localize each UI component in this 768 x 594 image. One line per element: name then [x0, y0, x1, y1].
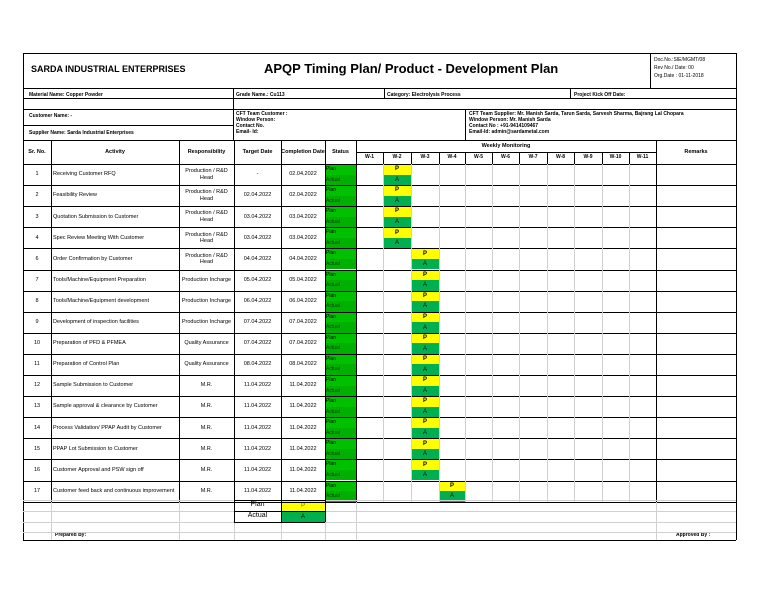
row-srno: 16 — [33, 466, 41, 473]
header-activity: Activity — [105, 148, 125, 155]
row-target-date: 11.04.2022 — [243, 403, 272, 410]
rev-number: Rev No./ Date: 00 — [654, 65, 694, 71]
grid-line — [411, 164, 412, 502]
material-name: Material Name: Copper Powder — [29, 92, 103, 98]
row-srno: 12 — [33, 382, 41, 389]
grid-line — [325, 500, 326, 522]
row-responsibility: M.R. — [200, 403, 213, 410]
grid-line — [23, 522, 736, 523]
row-activity: Order Confirmation by Customer — [53, 255, 133, 262]
grid-line — [492, 152, 493, 164]
row-responsibility: M.R. — [200, 382, 213, 389]
cft-supplier-line-4: Email-Id: admin@sardametal.com — [469, 129, 550, 135]
row-status-actual: Actual — [325, 428, 356, 439]
row-actual-mark: A — [383, 196, 411, 207]
row-plan-mark: P — [411, 270, 439, 281]
row-target-date: 11.04.2022 — [243, 487, 272, 494]
row-actual-mark: A — [383, 175, 411, 186]
grid-line — [23, 511, 736, 512]
row-status-plan: Plan — [325, 291, 356, 302]
grid-line — [547, 152, 548, 164]
header-week-4: W-4 — [447, 154, 457, 161]
row-completion-date: 03.04.2022 — [289, 213, 317, 220]
grid-line — [23, 88, 736, 89]
approved-by: Approved By : — [676, 532, 711, 538]
row-completion-date: 04.04.2022 — [289, 255, 317, 262]
row-status-plan: Plan — [325, 227, 356, 238]
grid-line — [547, 164, 548, 502]
row-activity: Feasibility Review — [53, 192, 98, 199]
row-plan-mark: P — [411, 333, 439, 344]
row-plan-mark: P — [411, 417, 439, 428]
row-target-date: 05.04.2022 — [243, 276, 272, 283]
row-activity: Tools/Machine/Equipment development — [53, 297, 150, 304]
row-activity: Development of inspection facilities — [53, 319, 139, 326]
row-plan-mark: P — [383, 164, 411, 175]
row-status-plan: Plan — [325, 312, 356, 323]
grid-line — [281, 164, 282, 502]
row-responsibility: Production / R&D Head — [185, 189, 228, 202]
row-target-date: 07.04.2022 — [243, 340, 272, 347]
row-srno: 3 — [35, 213, 39, 220]
grid-line — [23, 98, 736, 99]
row-activity: Preparation of Control Plan — [53, 361, 120, 368]
grid-line — [356, 502, 357, 540]
row-status-actual: Actual — [325, 470, 356, 481]
row-activity: Tools/Machine/Equipment Preparation — [53, 276, 146, 283]
grid-line — [51, 164, 52, 502]
row-completion-date: 11.04.2022 — [289, 466, 317, 473]
row-responsibility: Production Incharge — [181, 297, 232, 304]
grid-line — [629, 164, 630, 502]
grid-line — [465, 164, 466, 502]
header-week-10: W-10 — [609, 154, 622, 161]
row-plan-mark: P — [383, 185, 411, 196]
legend-actual-mark: A — [281, 511, 325, 522]
row-responsibility: Production / R&D Head — [185, 168, 228, 181]
grid-line — [439, 164, 440, 502]
row-status-actual: Actual — [325, 491, 356, 502]
category: Category: Electrolysis Process — [387, 92, 461, 98]
cft-supplier-line-1: CFT Team Supplier: Mr. Manish Sarda, Tarun Sarda, Sarvesh Sharma, Bajrang Lal Chopara — [469, 111, 684, 117]
row-target-date: 02.04.2022 — [243, 192, 272, 199]
row-actual-mark: A — [411, 280, 439, 291]
row-srno: 4 — [35, 234, 39, 241]
header-target-date: Target Date — [242, 148, 273, 155]
row-status-plan: Plan — [325, 417, 356, 428]
row-actual-mark: A — [411, 364, 439, 375]
row-completion-date: 08.04.2022 — [289, 361, 317, 368]
header-weekly-monitoring: Weekly Monitoring — [481, 142, 531, 149]
header-remarks: Remarks — [684, 148, 708, 155]
grade-name: Grade Name.: Cu113 — [236, 92, 285, 98]
row-status-plan: Plan — [325, 438, 356, 449]
row-completion-date: 06.04.2022 — [289, 297, 317, 304]
grid-line — [656, 164, 657, 502]
row-actual-mark: A — [411, 470, 439, 481]
grid-line — [736, 53, 737, 540]
grid-line — [23, 109, 736, 110]
grid-line — [519, 152, 520, 164]
row-target-date: 08.04.2022 — [243, 361, 272, 368]
row-plan-mark: P — [411, 396, 439, 407]
row-activity: Sample Submission to Customer — [53, 382, 134, 389]
row-actual-mark: A — [411, 322, 439, 333]
row-plan-mark: P — [411, 248, 439, 259]
grid-line — [234, 164, 235, 502]
row-completion-date: 02.04.2022 — [289, 192, 317, 199]
row-responsibility: M.R. — [200, 487, 213, 494]
row-target-date: 07.04.2022 — [243, 319, 272, 326]
row-plan-mark: P — [411, 459, 439, 470]
row-plan-mark: P — [439, 481, 465, 492]
row-srno: 9 — [35, 319, 39, 326]
cft-customer-line-2: Window Person: — [236, 117, 276, 123]
header-week-3: W-3 — [420, 154, 430, 161]
row-status-actual: Actual — [325, 238, 356, 249]
grid-line — [179, 164, 180, 502]
grid-line — [23, 53, 24, 540]
grid-line — [23, 540, 736, 541]
row-plan-mark: P — [411, 354, 439, 365]
row-srno: 11 — [34, 361, 40, 368]
grid-line — [656, 140, 657, 164]
grid-line — [602, 152, 603, 164]
row-actual-mark: A — [411, 343, 439, 354]
row-completion-date: 07.04.2022 — [289, 340, 317, 347]
row-status-actual: Actual — [325, 175, 356, 186]
row-actual-mark: A — [383, 238, 411, 249]
grid-line — [629, 152, 630, 164]
header-week-1: W-1 — [364, 154, 375, 161]
grid-line — [383, 152, 384, 164]
customer-name: Customer Name: - — [29, 113, 73, 119]
grid-line — [492, 164, 493, 502]
row-plan-mark: P — [411, 438, 439, 449]
cft-customer-line-1: CFT Team Customer : — [236, 111, 288, 117]
row-responsibility: Production Incharge — [181, 319, 232, 326]
grid-line — [384, 88, 385, 98]
row-status-plan: Plan — [325, 206, 356, 217]
grid-line — [656, 502, 657, 540]
row-completion-date: 05.04.2022 — [289, 276, 317, 283]
row-status-plan: Plan — [325, 248, 356, 259]
row-status-actual: Actual — [325, 449, 356, 460]
row-status-actual: Actual — [325, 364, 356, 375]
row-responsibility: Production / R&D Head — [185, 210, 228, 223]
grid-line — [574, 152, 575, 164]
grid-line — [356, 164, 357, 502]
row-activity: Customer Approval and PSW sign off — [53, 466, 144, 473]
page-title: APQP Timing Plan/ Product - Development Plan — [264, 61, 559, 76]
grid-line — [519, 164, 520, 502]
grid-line — [574, 164, 575, 502]
row-status-plan: Plan — [325, 185, 356, 196]
grid-line — [281, 140, 282, 164]
row-target-date: 11.04.2022 — [243, 424, 272, 431]
grid-line — [281, 500, 282, 522]
row-activity: Spec Review Meeting With Customer — [53, 234, 145, 241]
row-responsibility: Quality Assurance — [184, 361, 229, 368]
grid-line — [179, 140, 180, 164]
row-srno: 15 — [33, 445, 41, 452]
row-target-date: 11.04.2022 — [243, 466, 272, 473]
row-actual-mark: A — [411, 449, 439, 460]
grid-line — [234, 522, 325, 523]
grid-line — [465, 109, 466, 140]
legend-actual-label: Actual — [247, 512, 268, 520]
grid-line — [465, 152, 466, 164]
grid-line — [23, 502, 736, 503]
row-responsibility: Production / R&D Head — [185, 252, 228, 265]
row-plan-mark: P — [411, 375, 439, 386]
cft-supplier-line-3: Contact No : +91-9414109467 — [469, 123, 539, 129]
prepared-by: Prepared By: — [55, 532, 87, 538]
row-activity: PPAP Lot Submission to Customer — [53, 445, 138, 452]
grid-line — [51, 502, 52, 540]
row-activity: Preparation of PFD & PFMEA — [53, 340, 126, 347]
grid-line — [650, 53, 651, 88]
grid-line — [234, 500, 325, 501]
row-srno: 14 — [33, 424, 41, 431]
row-completion-date: 11.04.2022 — [289, 382, 317, 389]
grid-line — [23, 53, 736, 54]
row-actual-mark: A — [411, 407, 439, 418]
row-srno: 13 — [33, 403, 41, 410]
row-target-date: 11.04.2022 — [243, 382, 272, 389]
header-week-8: W-8 — [555, 154, 566, 161]
row-target-date: 04.04.2022 — [243, 255, 272, 262]
grid-line — [234, 511, 325, 512]
grid-line — [179, 502, 180, 540]
row-actual-mark: A — [383, 217, 411, 228]
row-completion-date: 02.04.2022 — [289, 171, 317, 178]
grid-line — [356, 152, 656, 153]
row-completion-date: 07.04.2022 — [289, 319, 317, 326]
row-responsibility: Quality Assurance — [184, 340, 229, 347]
grid-line — [23, 140, 736, 141]
row-activity: Process Validation/ PPAP Audit by Customer — [53, 424, 162, 431]
row-status-plan: Plan — [325, 396, 356, 407]
row-status-plan: Plan — [325, 333, 356, 344]
row-plan-mark: P — [411, 291, 439, 302]
row-responsibility: M.R. — [200, 466, 213, 473]
row-responsibility: M.R. — [200, 445, 213, 452]
row-status-actual: Actual — [325, 386, 356, 397]
row-target-date: - — [256, 171, 259, 178]
row-srno: 17 — [33, 487, 41, 494]
row-srno: 2 — [35, 192, 39, 199]
grid-line — [233, 88, 234, 140]
row-status-actual: Actual — [325, 217, 356, 228]
grid-line — [234, 500, 235, 522]
row-status-plan: Plan — [325, 459, 356, 470]
header-responsibility: Responsibility — [187, 148, 226, 155]
row-srno: 10 — [33, 340, 41, 347]
row-status-plan: Plan — [325, 354, 356, 365]
row-status-actual: Actual — [325, 343, 356, 354]
row-plan-mark: P — [383, 227, 411, 238]
header-srno: Sr. No. — [28, 148, 46, 155]
grid-line — [602, 164, 603, 502]
row-srno: 1 — [35, 171, 39, 178]
row-responsibility: Production Incharge — [181, 276, 232, 283]
header-week-6: W-6 — [500, 154, 511, 161]
row-status-plan: Plan — [325, 164, 356, 175]
row-srno: 6 — [35, 255, 39, 262]
row-status-plan: Plan — [325, 375, 356, 386]
grid-line — [23, 125, 233, 126]
row-activity: Quotation Submission to Customer — [53, 213, 139, 220]
header-week-2: W-2 — [392, 154, 402, 161]
header-completion-date: Completion Date — [281, 148, 325, 155]
row-actual-mark: A — [411, 301, 439, 312]
header-week-11: W-11 — [636, 154, 649, 161]
grid-line — [411, 152, 412, 164]
header-week-5: W-5 — [473, 154, 484, 161]
grid-line — [325, 164, 326, 502]
cft-customer-line-3: Contact No. — [236, 123, 265, 129]
row-plan-mark: P — [411, 312, 439, 323]
row-status-actual: Actual — [325, 280, 356, 291]
org-date: Org.Date : 01-11-2018 — [654, 73, 704, 79]
grid-line — [23, 500, 736, 501]
row-actual-mark: A — [411, 386, 439, 397]
row-target-date: 03.04.2022 — [243, 213, 272, 220]
row-activity: Customer feed back and continuous improvement — [53, 487, 175, 494]
company-name: SARDA INDUSTRIAL ENTERPRISES — [31, 64, 186, 74]
row-status-plan: Plan — [325, 481, 356, 492]
row-responsibility: M.R. — [200, 424, 213, 431]
grid-line — [23, 532, 736, 533]
grid-line — [51, 140, 52, 164]
doc-number: Doc.No.:SIE/MGMT/08 — [654, 57, 706, 63]
row-srno: 7 — [35, 276, 39, 283]
row-status-plan: Plan — [325, 270, 356, 281]
grid-line — [325, 140, 326, 164]
row-completion-date: 11.04.2022 — [289, 487, 317, 494]
cft-customer-line-4: Email- Id: — [236, 129, 259, 135]
grid-line — [383, 164, 384, 502]
row-status-actual: Actual — [325, 322, 356, 333]
row-status-actual: Actual — [325, 407, 356, 418]
header-status: Status — [332, 148, 349, 155]
legend-plan-label: Plan — [250, 501, 265, 509]
row-activity: Sample approval & clearance by Customer — [53, 403, 158, 410]
grid-line — [234, 140, 235, 164]
row-actual-mark: A — [411, 428, 439, 439]
grid-line — [439, 152, 440, 164]
header-week-9: W-9 — [583, 154, 593, 161]
row-responsibility: Production / R&D Head — [185, 231, 228, 244]
row-status-actual: Actual — [325, 196, 356, 207]
row-target-date: 03.04.2022 — [243, 234, 272, 241]
row-actual-mark: A — [439, 491, 465, 502]
row-completion-date: 11.04.2022 — [289, 445, 317, 452]
row-srno: 8 — [35, 297, 39, 304]
row-target-date: 06.04.2022 — [243, 297, 272, 304]
row-completion-date: 03.04.2022 — [289, 234, 317, 241]
row-completion-date: 11.04.2022 — [289, 403, 317, 410]
legend-plan-mark: P — [281, 500, 325, 511]
row-activity: Receiving Customer RFQ — [53, 171, 116, 178]
kickoff-date: Project Kick Off Date: — [574, 92, 626, 98]
row-target-date: 11.04.2022 — [243, 445, 272, 452]
supplier-name: Supplier Name: Sarda Industrial Enterprises — [29, 130, 134, 136]
row-plan-mark: P — [383, 206, 411, 217]
row-status-actual: Actual — [325, 301, 356, 312]
row-status-actual: Actual — [325, 259, 356, 270]
header-week-7: W-7 — [528, 154, 538, 161]
row-completion-date: 11.04.2022 — [289, 424, 317, 431]
grid-line — [570, 88, 571, 98]
grid-line — [356, 140, 357, 164]
cft-supplier-line-2: Window Person: Mr. Manish Sarda — [469, 117, 551, 123]
row-actual-mark: A — [411, 259, 439, 270]
